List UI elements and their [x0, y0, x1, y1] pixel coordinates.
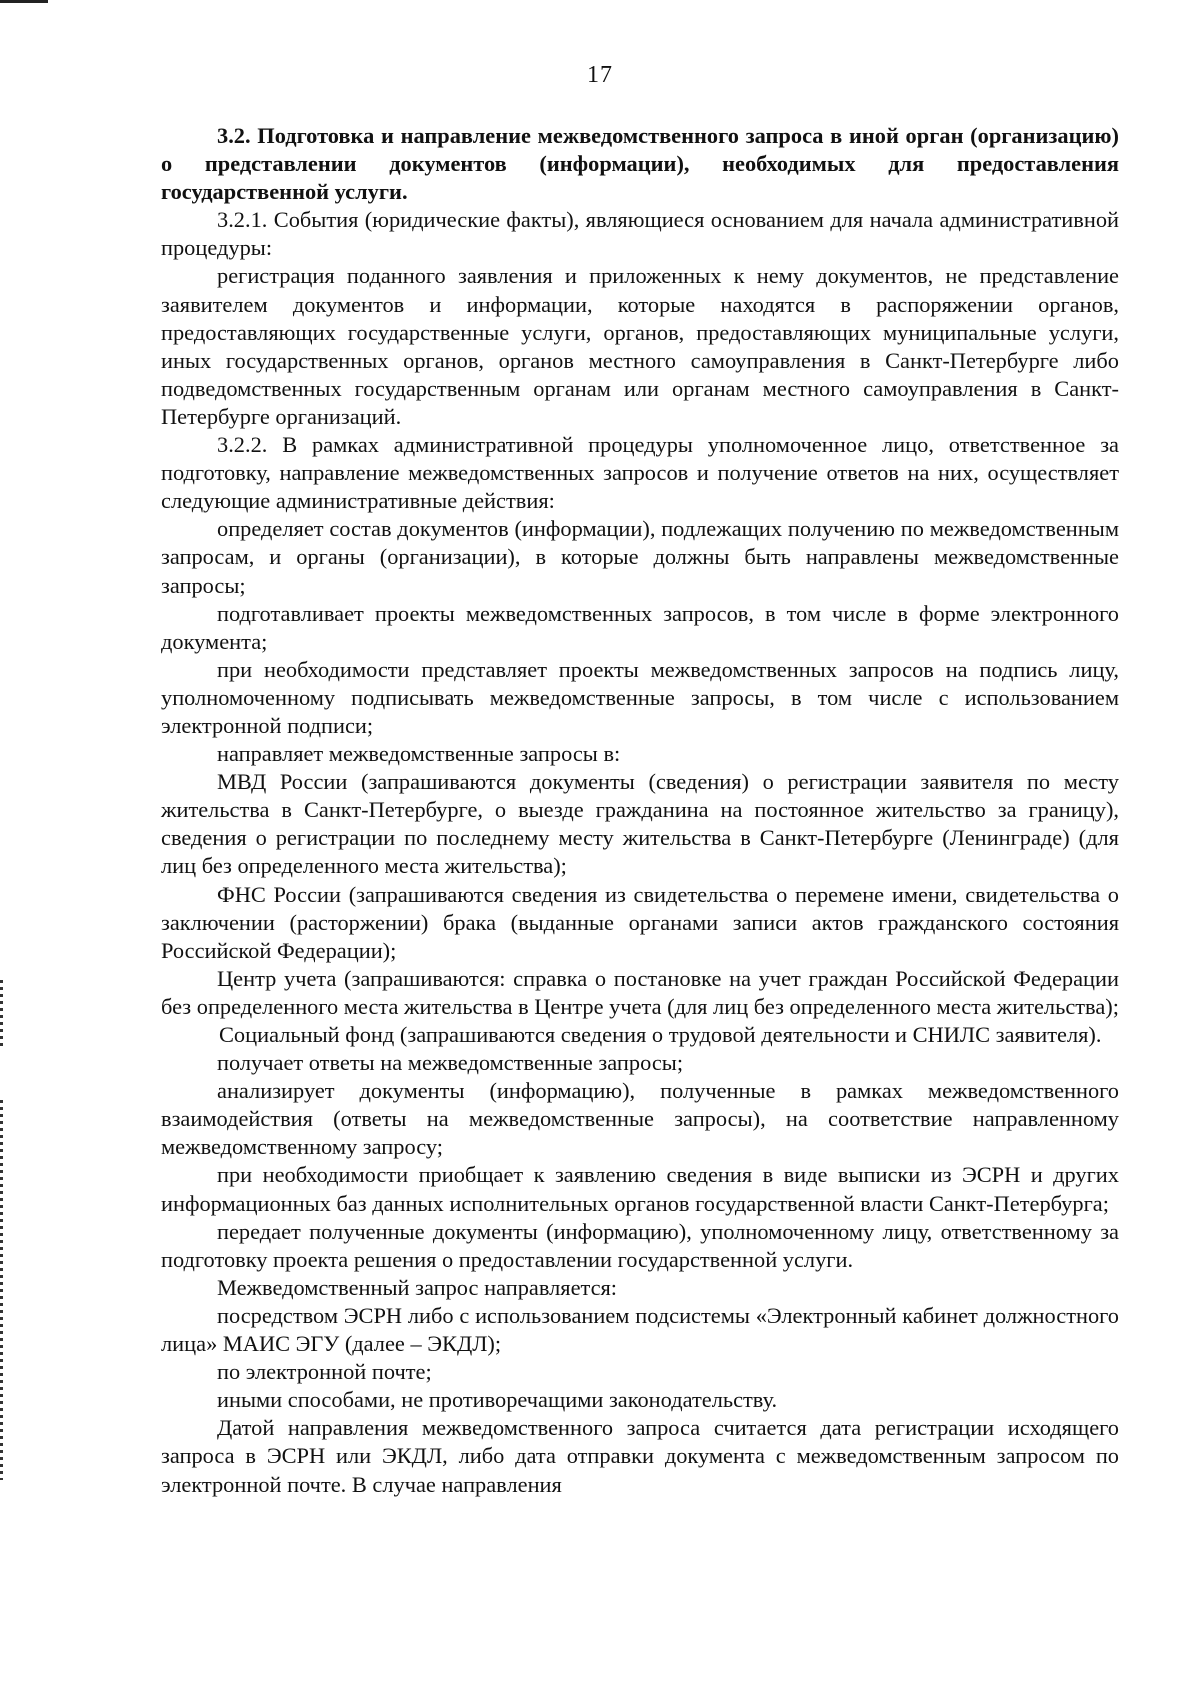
paragraph: анализирует документы (информацию), полученные в рамках межведомственного взаимодействия (ответы на межведомственные запросы), на соответствие направленному межведомственному запросу; — [161, 1078, 1119, 1160]
paragraph: ФНС России (запрашиваются сведения из свидетельства о перемене имени, свидетельства о заключении (расторжении) брака (выданные органами записи актов гражданского состояния Российской Федерации); — [161, 881, 1119, 963]
paragraph: получает ответы на межведомственные запросы; — [217, 1050, 684, 1076]
paragraph: определяет состав документов (информации), подлежащих получению по межведомственным запросам, и органы (организации), в которые должны быть направлены межведомственные запросы; — [161, 516, 1119, 598]
paragraph: 3.2.1. События (юридические факты), являющиеся основанием для начала административной процедуры: — [161, 207, 1119, 261]
paragraph: регистрация поданного заявления и приложенных к нему документов, не представление заявителем документов и информации, которые находятся в распоряжении органов, предоставляющих государственные услуги, органов, предоставляющих муниципальные услуги, иных государственных органов, органов местного самоуправления в Санкт-Петербурге либо подведомственных государственным органам или органам местного самоуправления в Санкт-Петербурге организаций. — [161, 263, 1119, 429]
paragraph: передает полученные документы (информацию), уполномоченному лицу, ответственному за подготовку проекта решения о предоставлении государственной услуги. — [161, 1218, 1119, 1272]
paragraph: Межведомственный запрос направляется: — [217, 1274, 618, 1300]
paragraph: посредством ЭСРН либо с использованием подсистемы «Электронный кабинет должностного лица» МАИС ЭГУ (далее – ЭКДЛ); — [161, 1302, 1119, 1357]
paragraph: при необходимости приобщает к заявлению сведения в виде выписки из ЭСРН и других информационных баз данных исполнительных органов государственной власти Санкт-Петербурга; — [161, 1162, 1119, 1216]
paragraph: 3.2.2. В рамках административной процедуры уполномоченное лицо, ответственное за подготовку, направление межведомственных запросов и получение ответов на них, осуществляет следующие административные действия: — [161, 432, 1119, 514]
scan-artifact-top — [0, 0, 48, 3]
paragraph: Датой направления межведомственного запроса считается дата регистрации исходящего запроса в ЭСРН или ЭКДЛ, либо дата отправки документа с межведомственным запросом по электронной почте. В случае направления — [161, 1415, 1119, 1497]
page-number: 17 — [587, 62, 613, 88]
paragraph: Центр учета (запрашиваются: справка о постановке на учет граждан Российской Федерации без определенного места жительства в Центре учета (для лиц без определенного места жительства); — [161, 965, 1119, 1019]
paragraph: при необходимости представляет проекты межведомственных запросов на подпись лицу, уполномоченному подписывать межведомственные запросы, в том числе с использованием электронной подписи; — [161, 656, 1119, 738]
scan-artifact-edge — [0, 980, 3, 1050]
paragraph: Социальный фонд (запрашиваются сведения о трудовой деятельности и СНИЛС заявителя). — [219, 1022, 1102, 1047]
paragraph: иными способами, не противоречащими законодательству. — [217, 1387, 778, 1413]
paragraph: МВД России (запрашиваются документы (сведения) о регистрации заявителя по месту жительства в Санкт-Петербурге, о выезде гражданина на постоянное жительство за границу), сведения о регистрации по последнему месту жительства в Санкт-Петербурге (Ленинграде) (для лиц без определенного места жительства); — [161, 769, 1119, 879]
section-heading: 3.2. Подготовка и направление межведомственного запроса в иной орган (организацию) о представлении документов (информации), необходимых для предоставления государственной услуги. — [161, 123, 1119, 205]
paragraph: подготавливает проекты межведомственных запросов, в том числе в форме электронного документа; — [161, 600, 1119, 654]
scan-artifact-edge — [0, 1100, 3, 1480]
paragraph: направляет межведомственные запросы в: — [217, 741, 621, 767]
paragraph: по электронной почте; — [217, 1359, 432, 1385]
document-body — [161, 122, 1119, 1499]
